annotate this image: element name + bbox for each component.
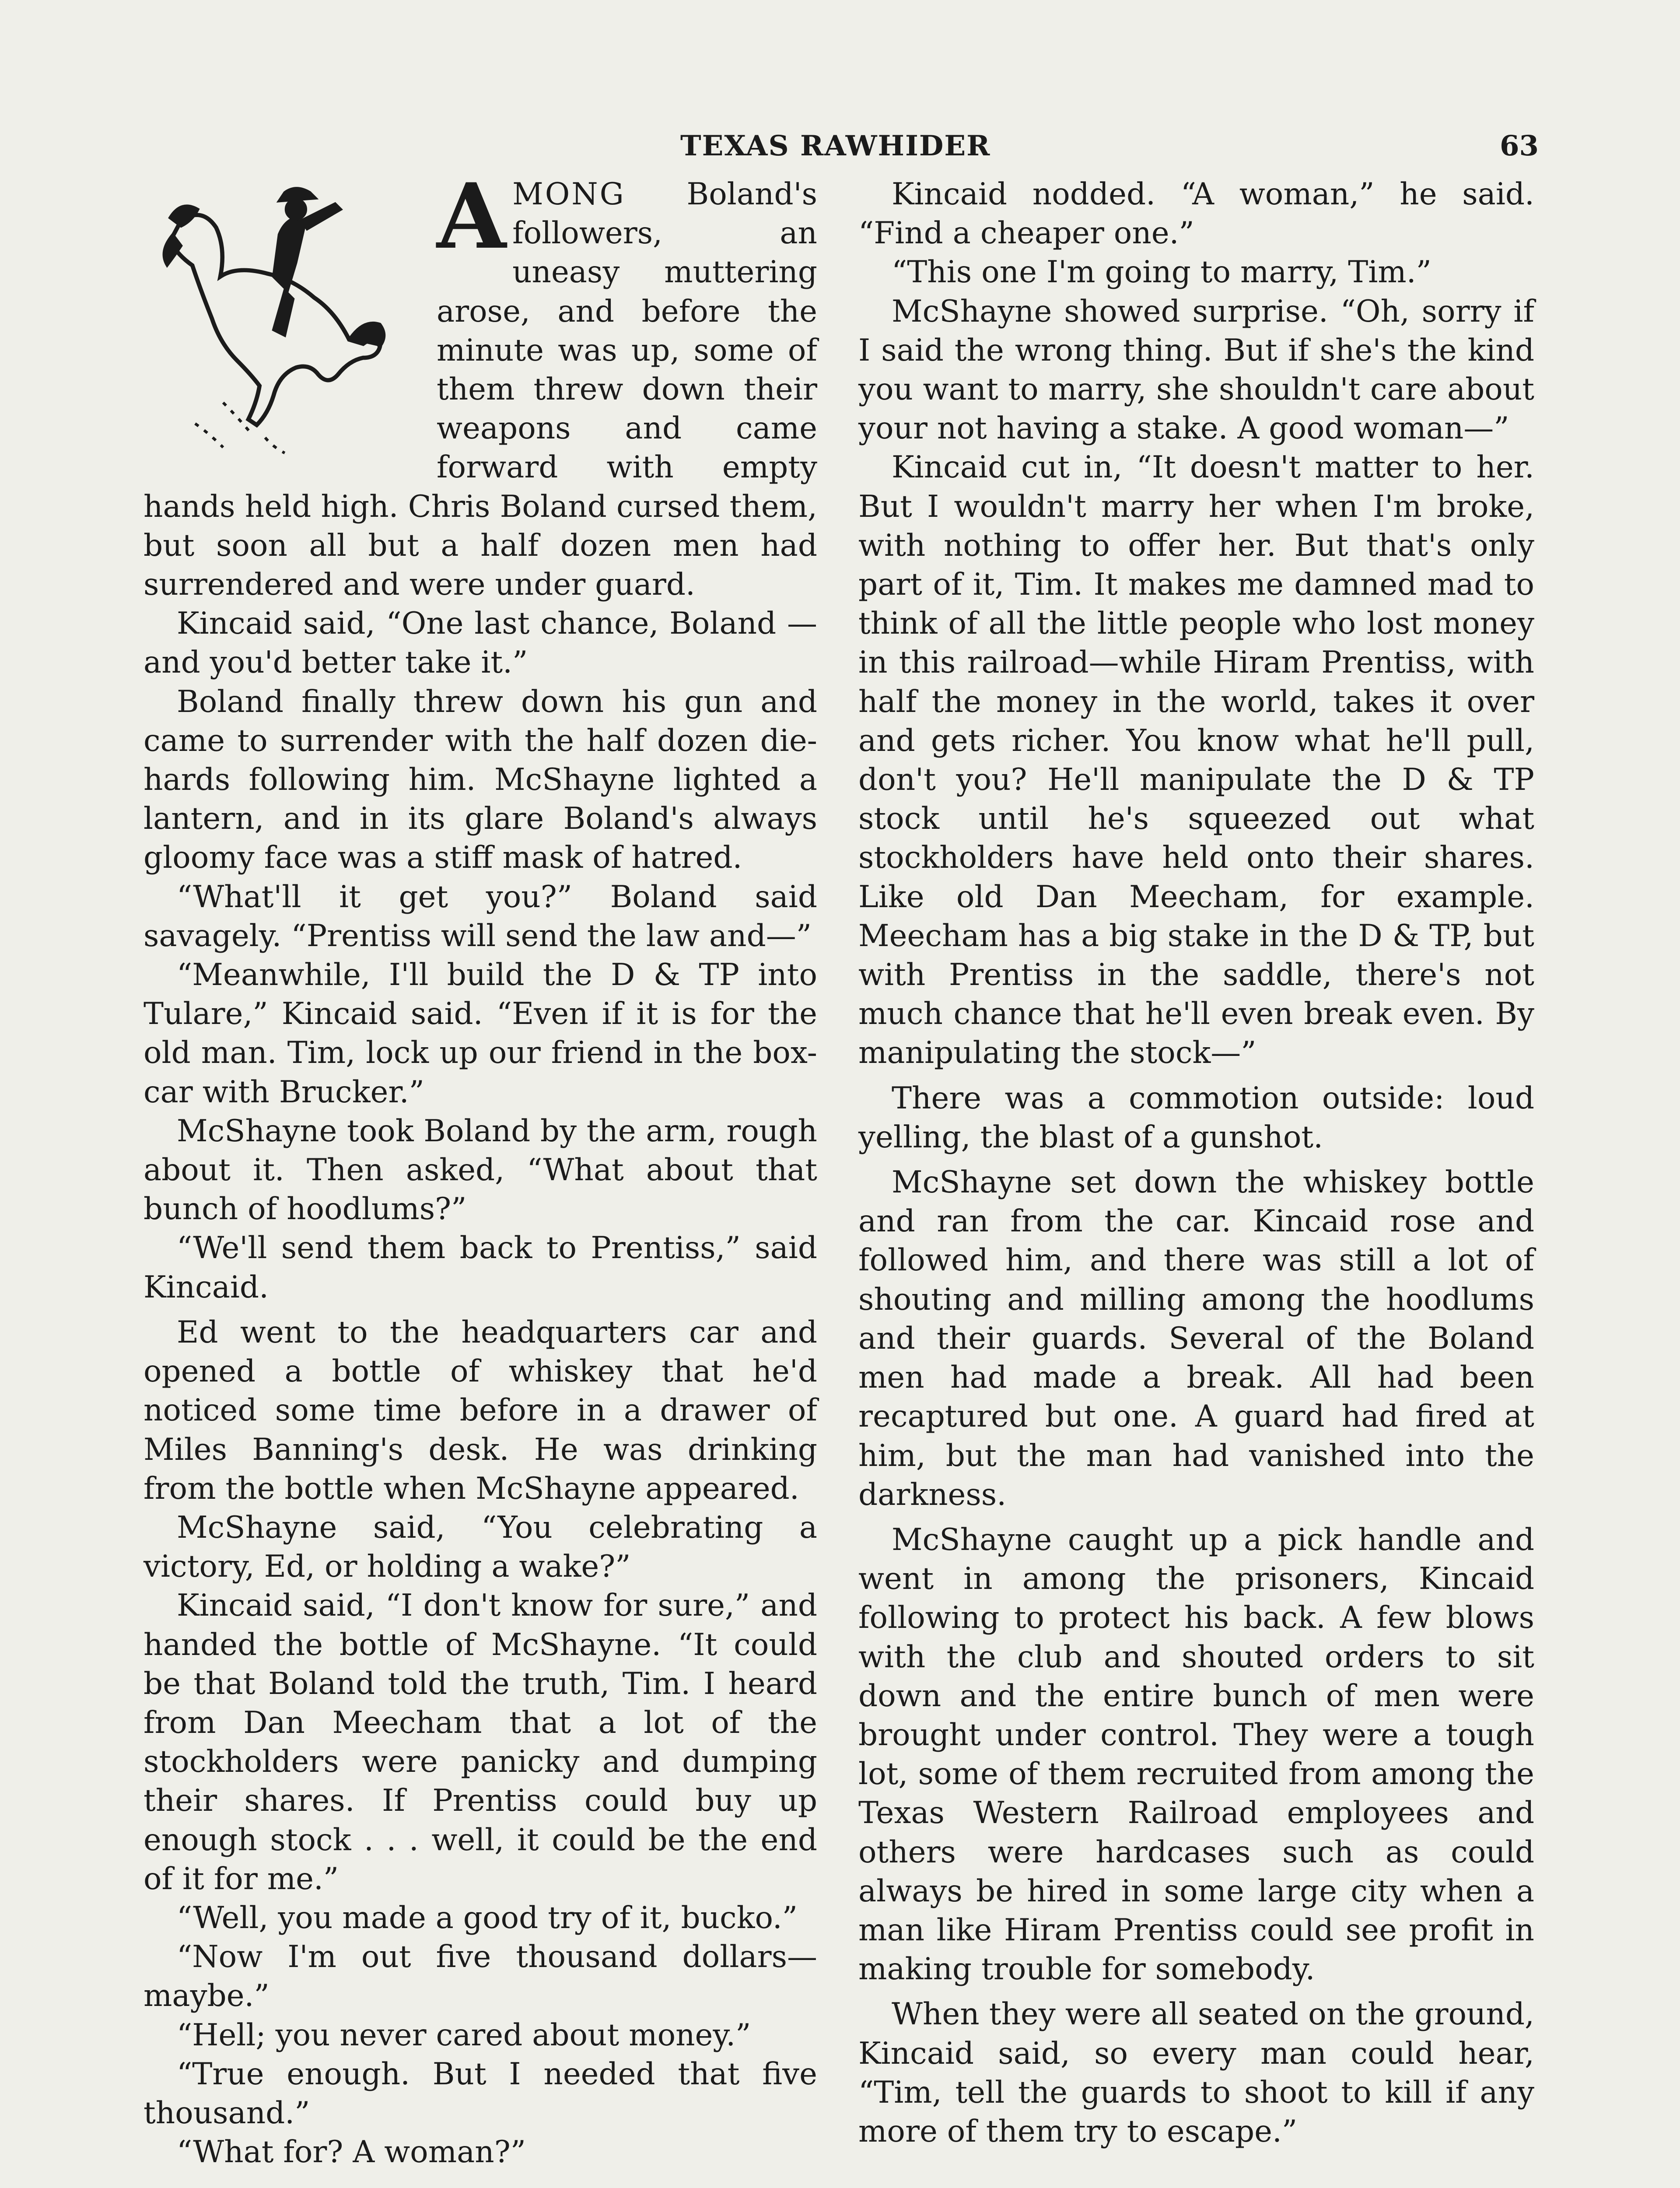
paragraph: Boland's followers, an uneasy muttering arose, and before the minute was up, some of them threw down their weapons and came forward with empty hands held high. Chris Boland cursed them, but soon all but a half dozen men had surrendered and were under guard. (144, 177, 817, 603)
right-column (858, 175, 1534, 2151)
paragraph: Kincaid cut in, “It doesn't matter to her. But I wouldn't marry her when I'm broke, with nothing to offer her. But that's only part of it, Tim. It makes me damned mad to think of all the little people who lost money in this railroad—while Hiram Prentiss, with half the money in the world, takes it over and gets richer. You know what he'll pull, don't you? He'll manipulate the D & TP stock until he's squeezed out what stockholders have held onto their shares. Like old Dan Meecham, for example. Meecham has a big stake in the D & TP, but with Prentiss in the saddle, there's not much chance that he'll even break even. By manipulating the stock—” (858, 450, 1534, 1071)
paragraph: “This one I'm going to marry, Tim.” (892, 255, 1432, 290)
opening-word: MONG (512, 177, 626, 212)
page-number: 63 (1500, 130, 1539, 162)
paragraph: McShayne said, “You celebrating a victory, Ed, or holding a wake?” (144, 1510, 817, 1585)
paragraph: Ed went to the headquarters car and opened a bottle of whiskey that he'd noticed some time before in a drawer of Miles Banning's desk. He was drinking from the bottle when McShayne appeared. (144, 1315, 817, 1506)
paragraph: “Hell; you never cared about money.” (177, 2017, 751, 2053)
paragraph: “Well, you made a good try of it, bucko.” (177, 1900, 798, 1936)
paragraph: McShayne set down the whiskey bottle and ran from the car. Kincaid rose and followed him, and there was still a lot of shouting and milling among the hoodlums and their guards. Several of the Boland men had made a break. All had been recaptured but one. A guard had fired at him, but the man had vanished into the darkness. (858, 1165, 1534, 1512)
paragraph: Kincaid said, “One last chance, Boland —and you'd better take it.” (144, 606, 817, 680)
paragraph: McShayne took Boland by the arm, rough about it. Then asked, “What about that bunch of hoodlums?” (144, 1113, 817, 1227)
paragraph: There was a commotion outside: loud yelling, the blast of a gunshot. (858, 1080, 1534, 1155)
paragraph: When they were all seated on the ground, Kincaid said, so every man could hear, “Tim, tell the guards to shoot to kill if any more of them try to escape.” (858, 1997, 1534, 2149)
cowboy-on-bucking-horse-icon (139, 179, 419, 459)
paragraph: Kincaid said, “I don't know for sure,” and handed the bottle of McShayne. “It could be that Boland told the truth, Tim. I heard from Dan Meecham that a lot of the stockholders were panicky and dumping their shares. If Prentiss could buy up enough stock . . . well, it could be the end of it for me.” (144, 1588, 817, 1897)
paragraph: “Meanwhile, I'll build the D & TP into Tulare,” Kincaid said. “Even if it is for the old man. Tim, lock up our friend in the box-car with Brucker.” (144, 957, 817, 1110)
paragraph: “We'll send them back to Prentiss,” said Kincaid. (144, 1231, 817, 1305)
running-header-title: TEXAS RAWHIDER (680, 130, 991, 162)
left-column (144, 164, 817, 2172)
paragraph: Kincaid nodded. “A woman,” he said. “Find a cheaper one.” (858, 177, 1534, 251)
paragraph: “What'll it get you?” Boland said savagely. “Prentiss will send the law and—” (144, 879, 817, 954)
paragraph: McShayne caught up a pick handle and went in among the prisoners, Kincaid following to protect his back. A few blows with the club and shouted orders to sit down and the entire bunch of men were brought under control. They were a tough lot, some of them recruited from among the Texas Western Railroad employees and others were hardcases such as could always be hired in some large city when a man like Hiram Prentiss could see profit in making trouble for somebody. (858, 1522, 1534, 1987)
drop-cap: A (437, 164, 507, 269)
paragraph: “Now I'm out five thousand dollars— maybe.” (144, 1939, 817, 2014)
paragraph: Boland finally threw down his gun and came to surrender with the half dozen die-hards following him. McShayne lighted a lantern, and in its glare Boland's always gloomy face was a stiff mask of hatred. (144, 684, 817, 876)
paragraph: McShayne showed surprise. “Oh, sorry if I said the wrong thing. But if she's the kind you want to marry, she shouldn't care about your not having a stake. A good woman—” (858, 294, 1534, 446)
paragraph: “What for? A woman?” (177, 2135, 526, 2170)
paragraph: “True enough. But I needed that five thousand.” (144, 2056, 817, 2131)
